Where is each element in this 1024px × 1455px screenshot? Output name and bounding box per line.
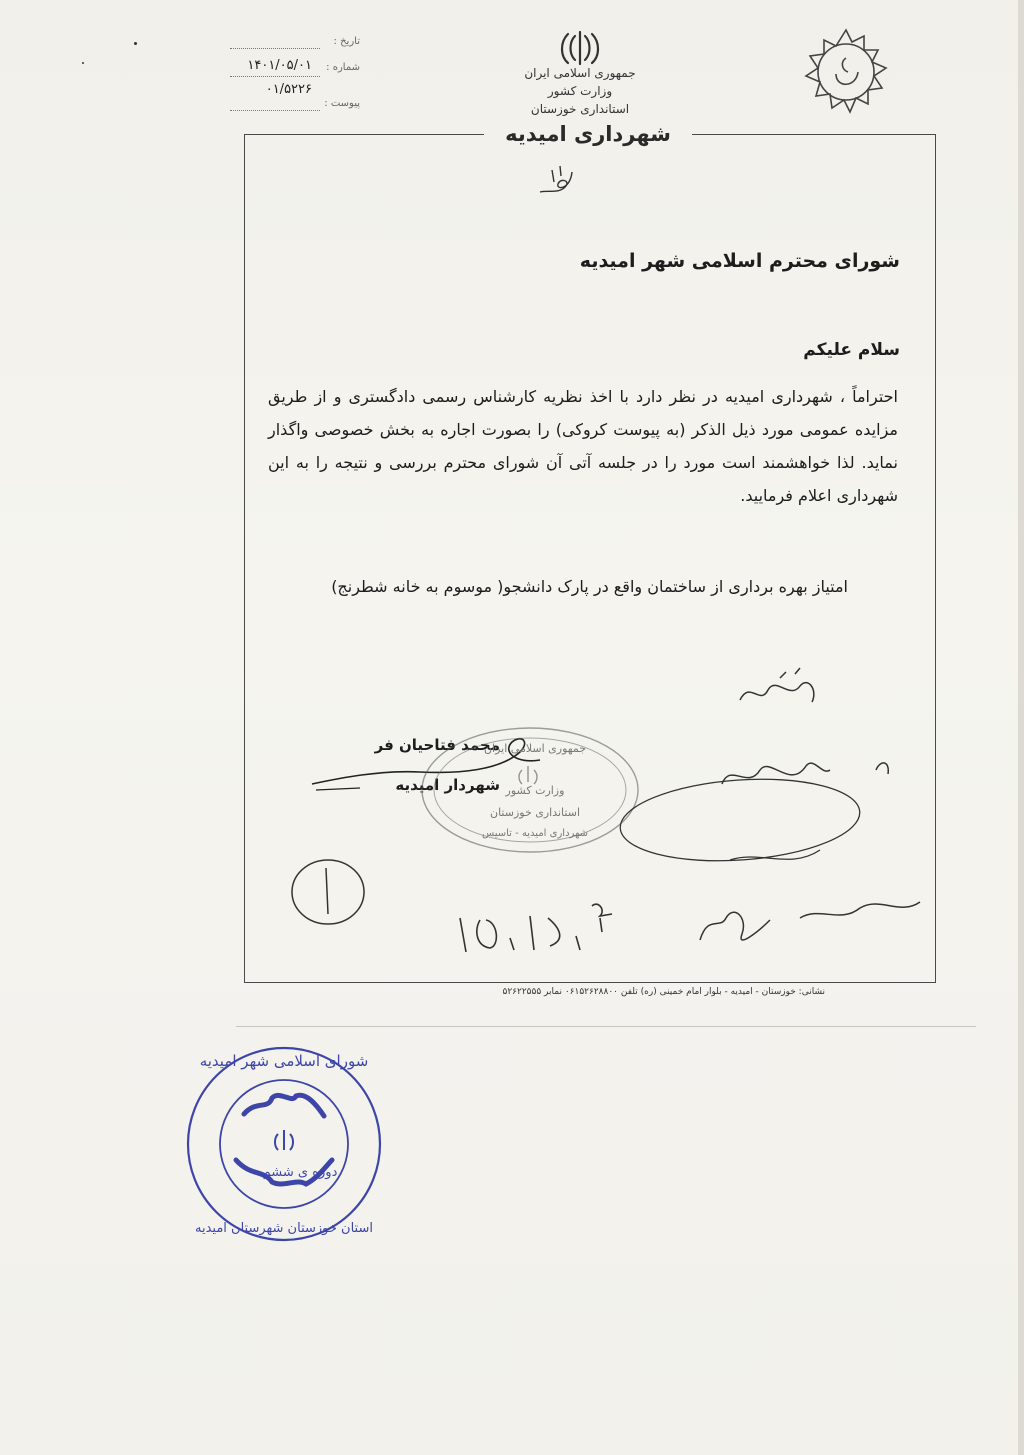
header-governorate: استانداری خوزستان	[530, 102, 630, 116]
letter-addressee: شورای محترم اسلامی شهر امیدیه	[579, 250, 900, 272]
handwritten-note-icon	[722, 763, 888, 784]
letter-subject: امتیاز بهره برداری از ساختمان واقع در پارک دانشجو( موسوم به خانه شطرنج)	[331, 577, 848, 596]
header-ministry: وزارت کشور	[547, 84, 613, 98]
gov-stamp-line: شهرداری امیدیه - تاسیس	[481, 828, 589, 839]
scribble-loop	[618, 772, 863, 869]
attachment-value: ۰۱/۵۲۲۶	[265, 82, 312, 97]
footer-address: نشانی: خوزستان - امیدیه - بلوار امام خمینی (ره) تلفن ۰۶۱۵۲۶۲۸۸۰۰ نمابر ۵۲۶۲۲۵۵۵	[502, 987, 825, 997]
signatory-title: شهردار امیدیه	[395, 776, 500, 794]
circled-number-icon	[292, 860, 364, 924]
header-country: جمهوری اسلامی ایران	[524, 66, 636, 80]
signatory-name: محمد فتاحیان فر	[374, 736, 500, 754]
council-stamp-period: دوره ی ششم	[262, 1165, 338, 1180]
letter-salutation: سلام علیکم	[803, 340, 900, 360]
gov-stamp-line: جمهوری اسلامی ایران	[483, 742, 587, 755]
number-value: ۱۴۰۱/۰۵/۰۱	[247, 58, 312, 73]
letter-body: احتراماً ، شهرداری امیدیه در نظر دارد با اخذ نظریه کارشناس رسمی دادگستری و از طریق مزایده عمومی مورد ذیل الذکر (به پیوست کروکی) را بصورت اجاره به بخش خصوصی واگذار نماید. لذا خواهشمند است مورد را در جلسه آتی آن شورای محترم بررسی و نتیجه را به این شهرداری اعلام فرمایید.	[268, 387, 898, 505]
gov-stamp-line: وزارت کشور	[505, 784, 565, 797]
council-stamp-outer-text: شورای اسلامی شهر امیدیه	[199, 1052, 369, 1070]
number-label: شماره :	[326, 62, 360, 73]
handwritten-date-icon	[460, 904, 612, 952]
bottom-rule	[236, 1026, 976, 1027]
council-stamp-icon	[188, 1048, 380, 1240]
gov-stamp-line: استانداری خوزستان	[489, 806, 580, 819]
handwritten-note-icon	[700, 912, 770, 940]
date-label: تاریخ :	[333, 36, 360, 47]
council-stamp-bottom-text: استان خوزستان شهرستان امیدیه	[195, 1221, 373, 1236]
municipality-banner: شهرداری امیدیه	[505, 122, 671, 146]
attachment-label: پیوست :	[324, 98, 360, 109]
handwritten-note-icon	[740, 668, 814, 702]
